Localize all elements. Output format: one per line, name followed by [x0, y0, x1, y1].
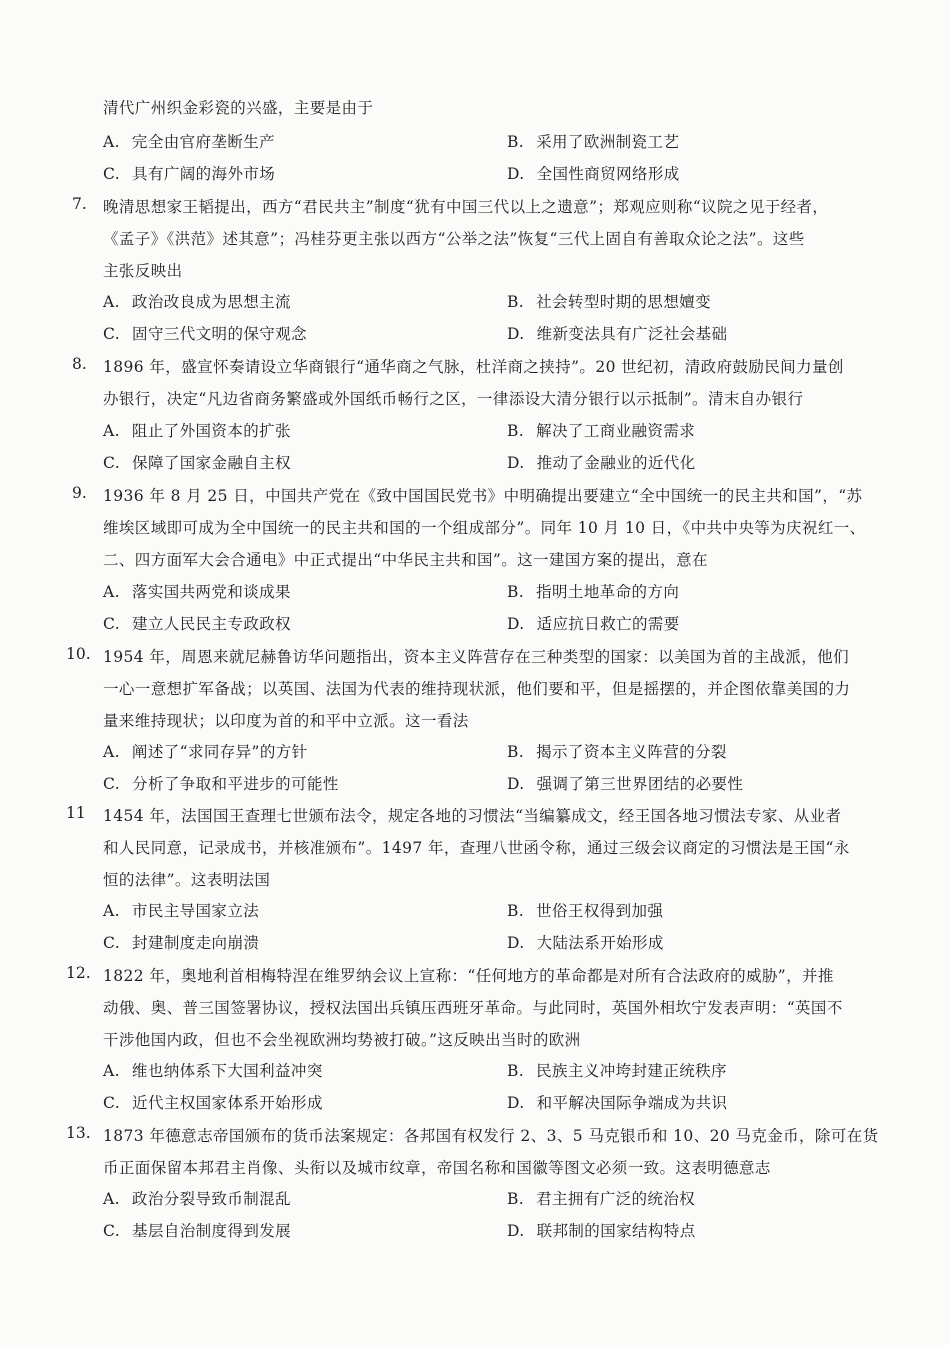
option-text: 全国性商贸网络形成 [536, 165, 680, 183]
option-a [103, 1059, 323, 1081]
option-d [507, 931, 664, 953]
question-number: 12. [66, 964, 91, 982]
option-text: 大陆法系开始形成 [536, 934, 664, 952]
question-stem-line: 恒的法律”。这表明法国 [103, 871, 271, 889]
option-label: D. [507, 775, 525, 793]
option-label: C. [103, 775, 121, 793]
option-text: 解决了工商业融资需求 [536, 422, 696, 440]
option-a [103, 290, 291, 312]
option-d [507, 1091, 727, 1113]
option-label: B. [507, 293, 525, 311]
option-label: C. [103, 615, 121, 633]
option-a [103, 419, 291, 441]
option-label: B. [507, 902, 525, 920]
option-label: A. [103, 422, 120, 440]
option-label: C. [103, 325, 121, 343]
option-text: 世俗王权得到加强 [536, 902, 664, 920]
option-b [507, 1187, 695, 1209]
option-text: 强调了第三世界团结的必要性 [536, 775, 744, 793]
option-text: 维新变法具有广泛社会基础 [536, 325, 728, 343]
option-b [507, 899, 663, 921]
option-d [507, 162, 680, 184]
option-text: 保障了国家金融自主权 [132, 454, 292, 472]
question-number: 10. [66, 645, 91, 663]
option-label: B. [507, 422, 525, 440]
option-label: D. [507, 325, 525, 343]
option-text: 建立人民民主专政政权 [132, 615, 292, 633]
option-text: 封建制度走向崩溃 [132, 934, 260, 952]
option-label: A. [103, 293, 120, 311]
option-label: D. [507, 934, 525, 952]
option-label: B. [507, 583, 525, 601]
option-text: 阻止了外国资本的扩张 [131, 422, 291, 440]
option-label: D. [507, 615, 525, 633]
option-label: A. [103, 583, 120, 601]
option-c [103, 772, 339, 794]
question-stem-line: 主张反映出 [103, 262, 183, 280]
question-number: 13. [66, 1124, 91, 1142]
question-stem-line: 《孟子》《洪范》述其意”；冯桂芬更主张以西方“公举之法”恢复“三代上固自有善取众论之法”。这些 [103, 230, 805, 248]
question-number: 9. [72, 484, 87, 502]
option-text: 分析了争取和平进步的可能性 [132, 775, 339, 793]
question-stem-line: 1896 年，盛宣怀奏请设立华商银行“通华商之气脉，杜洋商之挟持”。20 世纪初，清政府鼓励民间力量创 [103, 358, 844, 376]
option-text: 完全由官府垄断生产 [131, 133, 276, 151]
option-text: 维也纳体系下大国利益冲突 [131, 1062, 323, 1080]
option-b [507, 580, 679, 602]
option-text: 政治分裂导致币制混乱 [131, 1190, 291, 1208]
question-stem-line: 清代广州织金彩瓷的兴盛，主要是由于 [103, 99, 374, 117]
option-a [103, 899, 259, 921]
option-text: 近代主权国家体系开始形成 [132, 1094, 323, 1112]
option-text: 社会转型时期的思想嬗变 [536, 293, 712, 311]
option-c [103, 451, 291, 473]
option-c [103, 612, 291, 634]
option-text: 推动了金融业的近代化 [536, 454, 696, 472]
option-d [507, 772, 743, 794]
option-a [103, 580, 291, 602]
option-label: D. [507, 1094, 525, 1112]
option-label: C. [103, 1094, 121, 1112]
option-d [507, 322, 727, 344]
option-text: 君主拥有广泛的统治权 [536, 1190, 696, 1208]
option-label: A. [103, 1062, 120, 1080]
option-text: 阐述了“求同存异”的方针 [131, 743, 308, 761]
option-a [103, 130, 275, 152]
option-text: 揭示了资本主义阵营的分裂 [536, 743, 727, 761]
option-label: A. [103, 902, 120, 920]
question-stem-line: 1454 年，法国国王查理七世颁布法令，规定各地的习惯法“当编纂成文，经王国各地习惯法专家、从业者 [103, 807, 842, 825]
option-d [507, 451, 696, 473]
option-text: 落实国共两党和谈成果 [131, 583, 291, 601]
option-label: C. [103, 1222, 121, 1240]
question-stem-line: 1822 年，奥地利首相梅特涅在维罗纳会议上宣称：“任何地方的革命都是对所有合法政府的威胁”，并推 [103, 967, 834, 985]
option-d [507, 612, 680, 634]
option-c [103, 1091, 323, 1113]
option-b [507, 1059, 727, 1081]
option-text: 民族主义冲垮封建正统秩序 [536, 1062, 727, 1080]
option-text: 市民主导国家立法 [131, 902, 260, 920]
option-b [507, 419, 695, 441]
question-stem-line: 和人民同意，记录成书，并核准颁布”。1497 年，查理八世函令称，通过三级会议商定的习惯法是王国“永 [103, 839, 850, 857]
option-a [103, 1187, 291, 1209]
question-stem-line: 量来维持现状；以印度为首的和平中立派。这一看法 [103, 712, 469, 730]
option-text: 采用了欧洲制瓷工艺 [536, 133, 680, 151]
question-stem-line: 1873 年德意志帝国颁布的货币法案规定：各邦国有权发行 2、3、5 马克银币和 10、20 马克金币，除可在货 [103, 1127, 879, 1145]
option-text: 固守三代文明的保守观念 [132, 325, 307, 343]
option-label: D. [507, 1222, 525, 1240]
option-text: 联邦制的国家结构特点 [536, 1222, 696, 1240]
option-label: C. [103, 934, 121, 952]
option-label: C. [103, 165, 121, 183]
question-number: 8. [72, 355, 87, 373]
option-b [507, 740, 727, 762]
option-label: B. [507, 1190, 525, 1208]
question-stem-line: 1954 年，周恩来就尼赫鲁访华问题指出，资本主义阵营存在三种类型的国家：以美国为首的主战派，他们 [103, 648, 849, 666]
question-stem-line: 干涉他国内政，但也不会坐视欧洲均势被打破。”这反映出当时的欧洲 [103, 1031, 581, 1049]
option-text: 具有广阔的海外市场 [132, 165, 276, 183]
option-text: 指明土地革命的方向 [536, 583, 680, 601]
question-stem-line: 动俄、奥、普三国签署协议，授权法国出兵镇压西班牙革命。与此同时，英国外相坎宁发表声明：“英国不 [103, 999, 843, 1017]
option-label: A. [103, 133, 120, 151]
option-text: 基层自治制度得到发展 [132, 1222, 292, 1240]
option-text: 和平解决国际争端成为共识 [536, 1094, 728, 1112]
question-stem-line: 办银行，决定“凡边省商务繁盛或外国纸币畅行之区，一律添设大清分银行以示抵制”。清末自办银行 [103, 390, 804, 408]
option-text: 适应抗日救亡的需要 [536, 615, 680, 633]
question-stem-line: 一心一意想扩军备战；以英国、法国为代表的维持现状派，他们要和平，但是摇摆的，并企图依靠美国的力 [103, 680, 851, 698]
option-c [103, 1219, 291, 1241]
question-number: 11 [66, 804, 86, 822]
option-c [103, 322, 307, 344]
option-b [507, 130, 679, 152]
question-stem-line: 1936 年 8 月 25 日，中国共产党在《致中国国民党书》中明确提出要建立“全中国统一的民主共和国”，“苏 [103, 487, 863, 505]
option-label: A. [103, 743, 120, 761]
question-stem-line: 币正面保留本邦君主肖像、头衔以及城市纹章，帝国名称和国徽等图文必须一致。这表明德意志 [103, 1159, 771, 1177]
question-number: 7. [72, 195, 87, 213]
question-stem-line: 维埃区域即可成为全中国统一的民主共和国的一个组成部分”。同年 10 月 10 日，《中共中央等为庆祝红一、 [103, 519, 866, 537]
option-a [103, 740, 308, 762]
question-stem-line: 晚清思想家王韬提出，西方“君民共主”制度“犹有中国三代以上之遗意”；郑观应则称“议院之见于经者， [103, 198, 829, 216]
question-stem-line: 二、四方面军大会合通电》中正式提出“中华民主共和国”。这一建国方案的提出，意在 [103, 551, 708, 569]
option-label: B. [507, 1062, 525, 1080]
option-label: B. [507, 133, 525, 151]
option-label: C. [103, 454, 121, 472]
option-b [507, 290, 711, 312]
option-label: A. [103, 1190, 120, 1208]
option-c [103, 162, 275, 184]
option-label: B. [507, 743, 525, 761]
option-label: D. [507, 165, 525, 183]
option-text: 政治改良成为思想主流 [131, 293, 291, 311]
option-label: D. [507, 454, 525, 472]
option-d [507, 1219, 696, 1241]
option-c [103, 931, 259, 953]
